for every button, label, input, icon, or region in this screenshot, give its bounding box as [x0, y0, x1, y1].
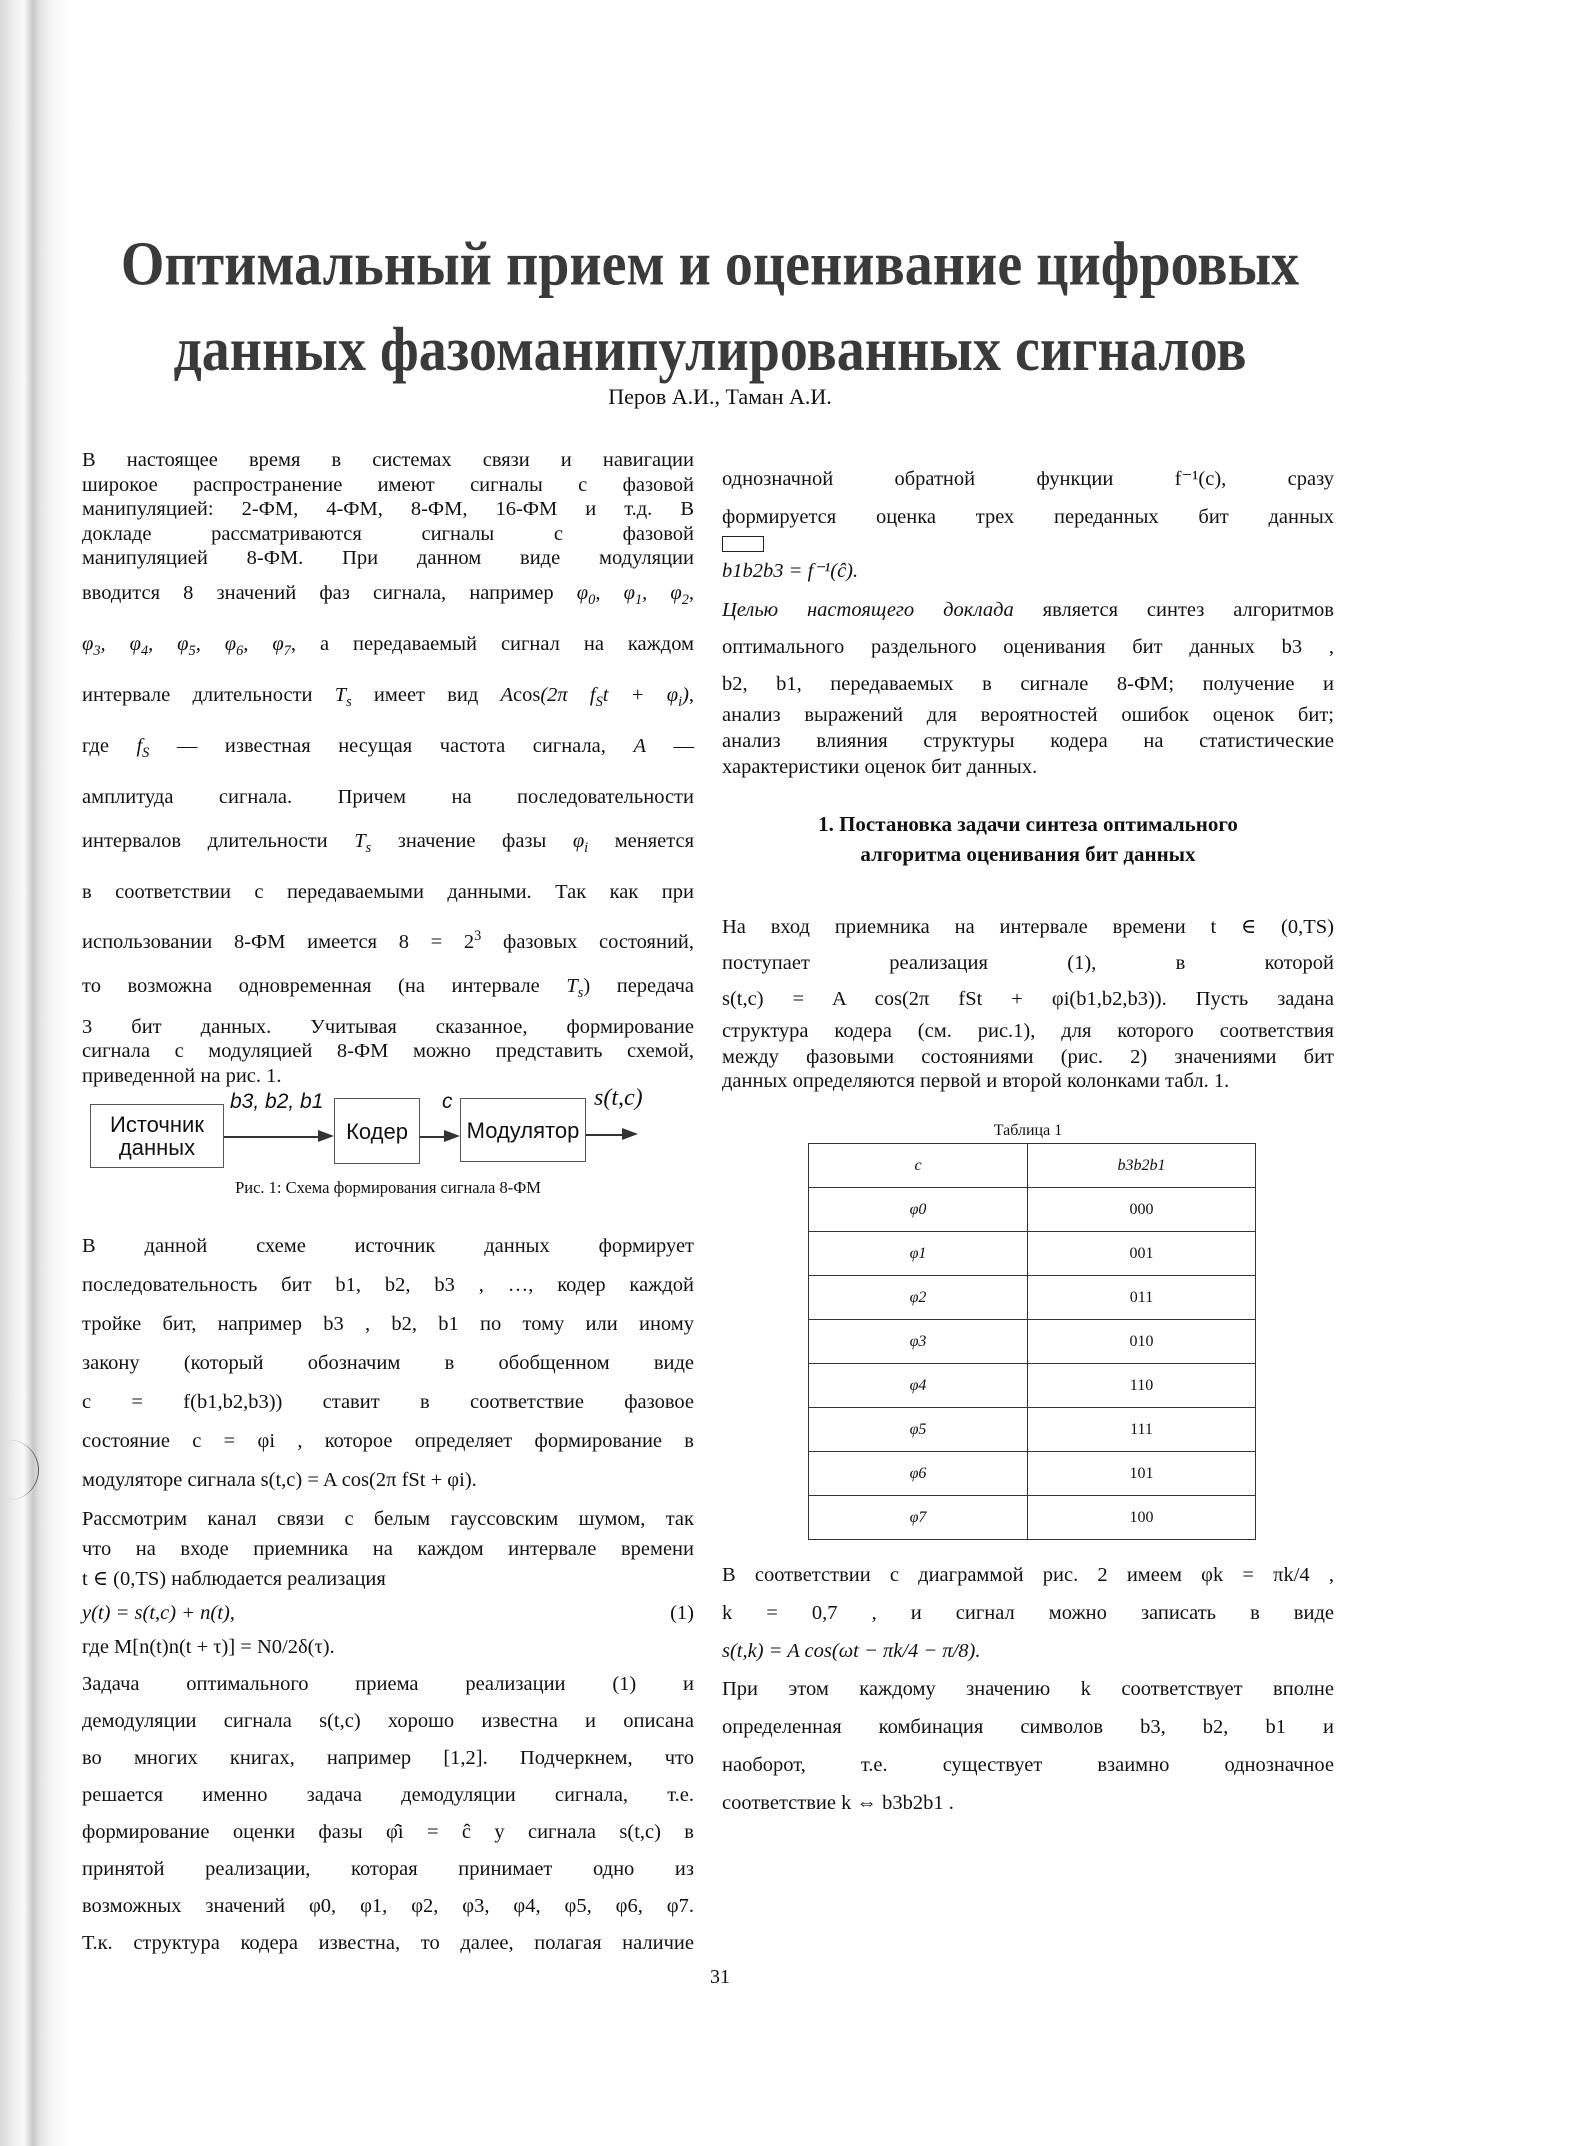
estimate-box-mark — [722, 536, 1334, 552]
text-line: анализ влияния структуры кодера на статистические — [722, 730, 1334, 752]
text-fragment: вводится 8 значений фаз сигнала, например — [82, 581, 554, 604]
figure-1-block-diagram — [82, 1085, 694, 1172]
text-line: наоборот, т.е. существует взаимно однозначное — [722, 1754, 1334, 1776]
text-line: структура кодера (см. рис.1), для которого соответствия — [722, 1020, 1334, 1042]
table-row — [809, 1452, 1256, 1496]
table-cell-phase: φ2 — [809, 1276, 1028, 1320]
left-column — [82, 448, 694, 1962]
text-line: $\varphi_3$, $\varphi_4$, $\varphi_5$, $\varphi_6$, $\varphi_7$, а передаваемый сигнал на каждом — [82, 632, 695, 659]
text-line: Т.к. структура кодера известна, то далее, полагая наличие — [82, 1931, 694, 1954]
text-line: манипуляцией: 2-ФМ, 4-ФМ, 8-ФМ, 16-ФМ и т.д. В — [82, 498, 694, 520]
table-row — [809, 1188, 1256, 1232]
text-fragment: значение фазы — [397, 829, 547, 852]
text-line: приведенной на рис. 1. — [82, 1064, 282, 1087]
text-line: формирование оценки фазы φ̂i = ĉ у сигнала s(t,c) в — [82, 1820, 694, 1843]
table-cell-phase: φ4 — [809, 1364, 1028, 1408]
text-line: манипуляцией 8-ФМ. При данном виде модуляции — [82, 547, 694, 569]
text-line: В соответствии с диаграммой рис. 2 имеем φk = πk/4 , — [722, 1564, 1334, 1586]
equation-1-row — [82, 1594, 694, 1632]
text-line: формируется оценка трех переданных бит данных — [722, 506, 1334, 528]
figure-1-caption: Рис. 1: Схема формирования сигнала 8-ФМ — [235, 1178, 541, 1198]
table-cell-phase: φ5 — [809, 1408, 1028, 1452]
output-label: s(t,c) — [594, 1085, 643, 1112]
text-line: анализ выражений для вероятностей ошибок оценок бит; — [722, 704, 1334, 726]
table-row — [809, 1276, 1256, 1320]
text-fragment: ) передача — [583, 974, 694, 997]
arrow-line — [586, 1134, 626, 1136]
section-1-heading — [722, 809, 1334, 869]
text-line: c = f(b1,b2,b3)) ставит в соответствие фазовое — [82, 1390, 694, 1413]
table-cell-bits: 111 — [1028, 1408, 1256, 1452]
noise-correlation-line: где M[n(t)n(t + τ)] = N0/2δ(τ). — [82, 1635, 335, 1658]
text-line: последовательность бит b1, b2, b3 , …, кодер каждой — [82, 1273, 694, 1296]
table-header-row — [809, 1144, 1256, 1188]
table-cell-phase: φ3 — [809, 1320, 1028, 1364]
modulator-block — [460, 1098, 586, 1162]
section-title-line: алгоритма оценивания бит данных — [860, 842, 1196, 866]
text-line: В настоящее время в системах связи и навигации — [82, 449, 694, 471]
table-row — [809, 1364, 1256, 1408]
table-row — [809, 1320, 1256, 1364]
modulator-label: Модулятор — [466, 1117, 580, 1143]
goal-paragraph — [722, 592, 1334, 779]
text-fragment: где — [82, 734, 109, 757]
table-cell-bits: 101 — [1028, 1452, 1256, 1496]
text-line: состояние c = φi , которое определяет формирование в — [82, 1429, 694, 1452]
source-label: Источник — [110, 1112, 204, 1138]
text-line: характеристики оценок бит данных. — [722, 756, 1038, 778]
table-row — [809, 1408, 1256, 1452]
table-cell-bits: 000 — [1028, 1188, 1256, 1232]
table-header-c: c — [809, 1144, 1028, 1188]
arrow-head-icon — [444, 1130, 460, 1142]
text-line: поступает реализация (1), в которой — [722, 952, 1334, 974]
text-line: s(t,c) = A cos(2π fSt + φi(b1,b2,b3)). Пусть задана — [722, 988, 1334, 1010]
bits-label: b3, b2, b1 — [230, 1090, 324, 1114]
text-line: На вход приемника на интервале времени t ∈ (0,TS) — [722, 916, 1334, 938]
text-line: однозначной обратной функции f⁻¹(c), сразу — [722, 468, 1334, 490]
table-cell-bits: 010 — [1028, 1320, 1256, 1364]
text-fragment: то возможна одновременная (на интервале — [82, 974, 540, 997]
text-fragment: имеет вид — [373, 683, 479, 706]
table-1-caption: Таблица 1 — [993, 1122, 1063, 1139]
intro-paragraph — [82, 448, 694, 1088]
diagram-paragraph — [722, 1556, 1334, 1822]
table-cell-bits: 001 — [1028, 1232, 1256, 1276]
text-line: определенная комбинация символов b3, b2, b1 и — [722, 1716, 1334, 1738]
text-line: При этом каждому значению k соответствует вполне — [722, 1678, 1334, 1700]
text-fragment: , а передаваемый сигнал на каждом — [290, 632, 695, 655]
c-label: c — [442, 1090, 453, 1114]
text-line: s(t,k) = A cos(ωt − πk/4 − π/8). — [722, 1640, 981, 1662]
text-line: Задача оптимального приема реализации (1) и — [82, 1672, 694, 1695]
text-line: В данной схеме источник данных формирует — [82, 1234, 694, 1257]
text-fragment: использовании 8-ФМ имеется 8 = 2 — [82, 930, 475, 953]
text-line: оптимального раздельного оценивания бит данных b3 , — [722, 636, 1334, 658]
text-fragment: — — [673, 734, 695, 757]
text-line: широкое распространение имеют сигналы с фазовой — [82, 473, 694, 496]
text-line: принятой реализации, которая принимает одно из — [82, 1857, 694, 1880]
text-line: что на входе приемника на каждом интервале времени — [82, 1537, 694, 1560]
channel-paragraph — [82, 1504, 694, 1662]
source-label: данных — [118, 1135, 196, 1161]
exponent: 3 — [474, 927, 482, 944]
coder-block — [334, 1098, 420, 1164]
text-line: закону (который обозначим в обобщенном виде — [82, 1351, 694, 1374]
equation-1-number: (1) — [670, 1601, 694, 1624]
text-line: Рассмотрим канал связи с белым гауссовским шумом, так — [82, 1507, 694, 1530]
scheme-paragraph — [82, 1227, 694, 1500]
placeholder-box — [722, 536, 764, 552]
table-cell-phase: φ1 — [809, 1232, 1028, 1276]
text-line: то возможна одновременная (на интервале $T_s$) передача — [82, 974, 694, 1001]
text-line: вводится 8 значений фаз сигнала, например $\varphi_0$, $\varphi_1$, $\varphi_2$, — [82, 581, 695, 608]
text-line: t ∈ (0,TS) наблюдается реализация — [82, 1567, 386, 1590]
authors: Перов А.И., Таман А.И. — [608, 384, 832, 409]
text-fragment: меняется — [614, 829, 695, 852]
text-line: соответствие k ⇔ b3b2b1 . — [722, 1792, 954, 1814]
arrow-head-icon — [622, 1128, 638, 1140]
text-line: данных определяются первой и второй колонками табл. 1. — [722, 1070, 1230, 1092]
page-number: 31 — [710, 1966, 730, 1988]
text-line: где $f_S$ — известная несущая частота сигнала, A — — [82, 734, 695, 761]
text-line: k = 0,7 , и сигнал можно записать в виде — [722, 1602, 1334, 1624]
input-paragraph — [722, 909, 1334, 1093]
table-cell-bits: 100 — [1028, 1496, 1256, 1540]
equation-1: y(t) = s(t,c) + n(t), — [82, 1601, 235, 1624]
text-line: модуляторе сигнала s(t,c) = A cos(2π fSt + φi). — [82, 1468, 477, 1491]
right-column — [722, 460, 1334, 1822]
text-line: тройке бит, например b3 , b2, b1 по тому или иному — [82, 1312, 694, 1335]
text-line: b1b2b3 = f⁻¹(ĉ). — [722, 560, 859, 582]
title-line-2: данных фазоманипулированных сигналов — [173, 314, 1247, 385]
table-header-bits: b3b2b1 — [1028, 1144, 1256, 1188]
table-cell-phase: φ7 — [809, 1496, 1028, 1540]
table-cell-bits: 011 — [1028, 1276, 1256, 1320]
text-fragment: интервалов длительности — [82, 829, 328, 852]
table-1 — [808, 1143, 1256, 1540]
text-line — [82, 914, 694, 964]
table-row — [809, 1496, 1256, 1540]
text-line: решается именно задача демодуляции сигнала, т.е. — [82, 1783, 694, 1806]
text-line: амплитуда сигнала. Причем на последовательности — [82, 785, 694, 808]
text-line — [722, 592, 1334, 629]
text-line: интервале длительности $T_s$ имеет вид Acos(2π $f_St + \varphi_i$), — [82, 683, 695, 710]
arrow-head-icon — [318, 1130, 334, 1142]
title-line-1: Оптимальный прием и оценивание цифровых — [120, 229, 1300, 300]
text-fragment: — известная несущая частота сигнала, — [176, 734, 606, 757]
scan-binding-shadow — [0, 0, 70, 2146]
text-line: 3 бит данных. Учитывая сказанное, формирование — [82, 1015, 694, 1038]
section-title-line: 1. Постановка задачи синтеза оптимального — [818, 812, 1238, 836]
table-cell-phase: φ6 — [809, 1452, 1028, 1496]
source-block — [90, 1104, 224, 1168]
text-fragment: фазовых состояний, — [503, 930, 695, 953]
text-line: докладе рассматриваются сигналы с фазовой — [82, 522, 694, 545]
text-line: b2, b1, передаваемых в сигнале 8-ФМ; получение и — [722, 673, 1334, 695]
text-line: интервалов длительности $T_s$ значение фазы $\varphi_i$ меняется — [82, 829, 695, 856]
text-line: сигнала с модуляцией 8-ФМ можно представить схемой, — [82, 1040, 694, 1063]
table-cell-bits: 110 — [1028, 1364, 1256, 1408]
table-row — [809, 1232, 1256, 1276]
text-line: во многих книгах, например [1,2]. Подчеркнем, что — [82, 1746, 694, 1769]
text-fragment: является синтез алгоритмов — [1013, 599, 1334, 621]
task-paragraph — [82, 1666, 694, 1962]
text-line: демодуляции сигнала s(t,c) хорошо известна и описана — [82, 1709, 694, 1732]
text-fragment: интервале длительности — [82, 683, 313, 706]
text-line: возможных значений φ0, φ1, φ2, φ3, φ4, φ5, φ6, φ7. — [82, 1894, 694, 1917]
paper-title — [80, 222, 1340, 392]
table-cell-phase: φ0 — [809, 1188, 1028, 1232]
goal-italic: Целью настоящего доклада — [722, 599, 1014, 621]
text-line: между фазовыми состояниями (рис. 2) значениями бит — [722, 1046, 1334, 1068]
text-line: в соответствии с передаваемыми данными. Так как при — [82, 880, 694, 903]
coder-label: Кодер — [346, 1118, 408, 1144]
inverse-paragraph — [722, 460, 1334, 590]
arrow-line — [224, 1136, 324, 1138]
